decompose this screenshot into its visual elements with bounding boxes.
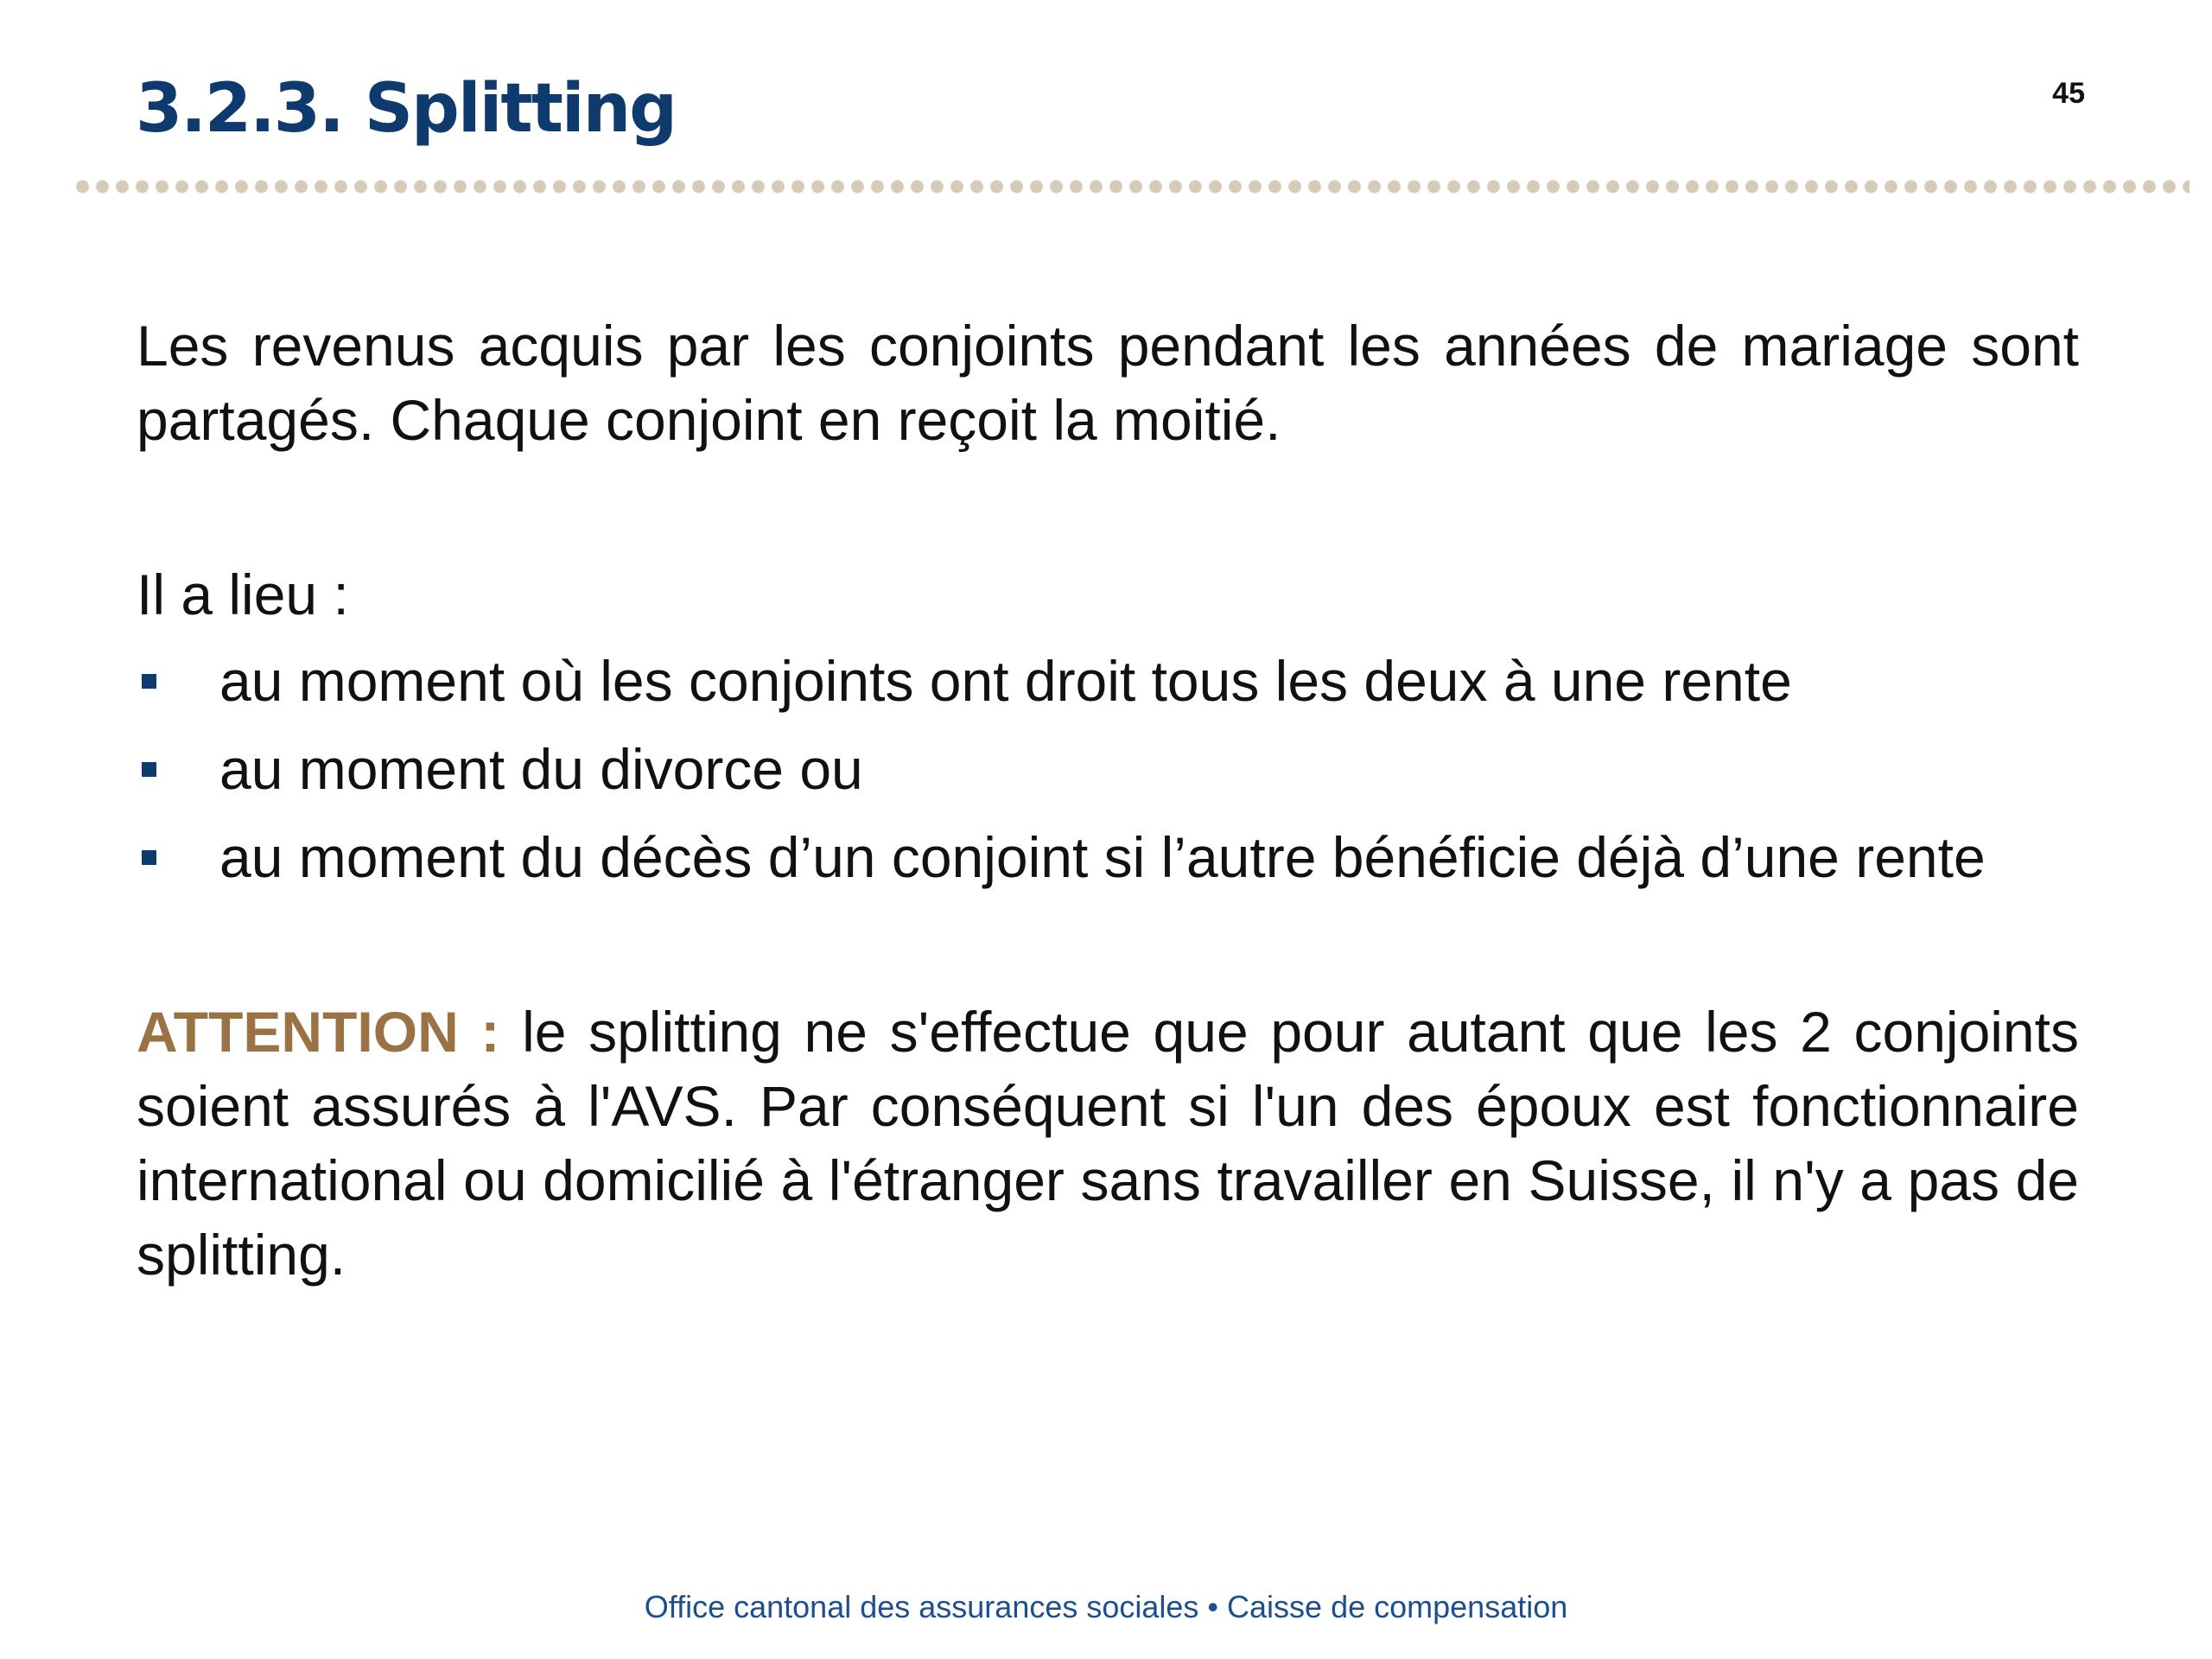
list-item-text: au moment du divorce ou xyxy=(219,737,863,801)
list-item-text: au moment du décès d’un conjoint si l’autre bénéficie déjà d’une rente xyxy=(219,825,1986,889)
list-item xyxy=(137,732,2079,806)
square-bullet-icon xyxy=(142,762,156,777)
footer-text: Office cantonal des assurances sociales • Caisse de compensation xyxy=(644,1589,1568,1624)
page-number: 45 xyxy=(2052,77,2085,110)
lead-text: Il a lieu : xyxy=(137,563,349,626)
list-item xyxy=(137,644,2079,718)
square-bullet-icon xyxy=(142,850,156,865)
intro-paragraph: Les revenus acquis par les conjoints pendant les années de mariage sont partagés. Chaque conjoint en reçoit la moitié. xyxy=(137,314,2079,452)
bullet-list xyxy=(137,644,2079,894)
slide-content xyxy=(137,308,2079,1292)
attention-label: ATTENTION : xyxy=(137,1000,500,1064)
square-bullet-icon xyxy=(142,674,156,689)
attention-text: le splitting ne s'effectue que pour autant que les 2 conjoints soient assurés à l'AVS. Par conséquent si l'un des époux est fonctionnaire international ou domicilié à l'étranger sans travailler en Suisse, il n'y a pas de splitting. xyxy=(137,1000,2079,1287)
attention-paragraph xyxy=(137,995,2079,1292)
slide-title: 3.2.3. Splitting xyxy=(136,70,677,148)
list-item xyxy=(137,820,2079,894)
dotted-divider xyxy=(73,178,2190,195)
list-item-text: au moment où les conjoints ont droit tous les deux à une rente xyxy=(219,649,1792,713)
